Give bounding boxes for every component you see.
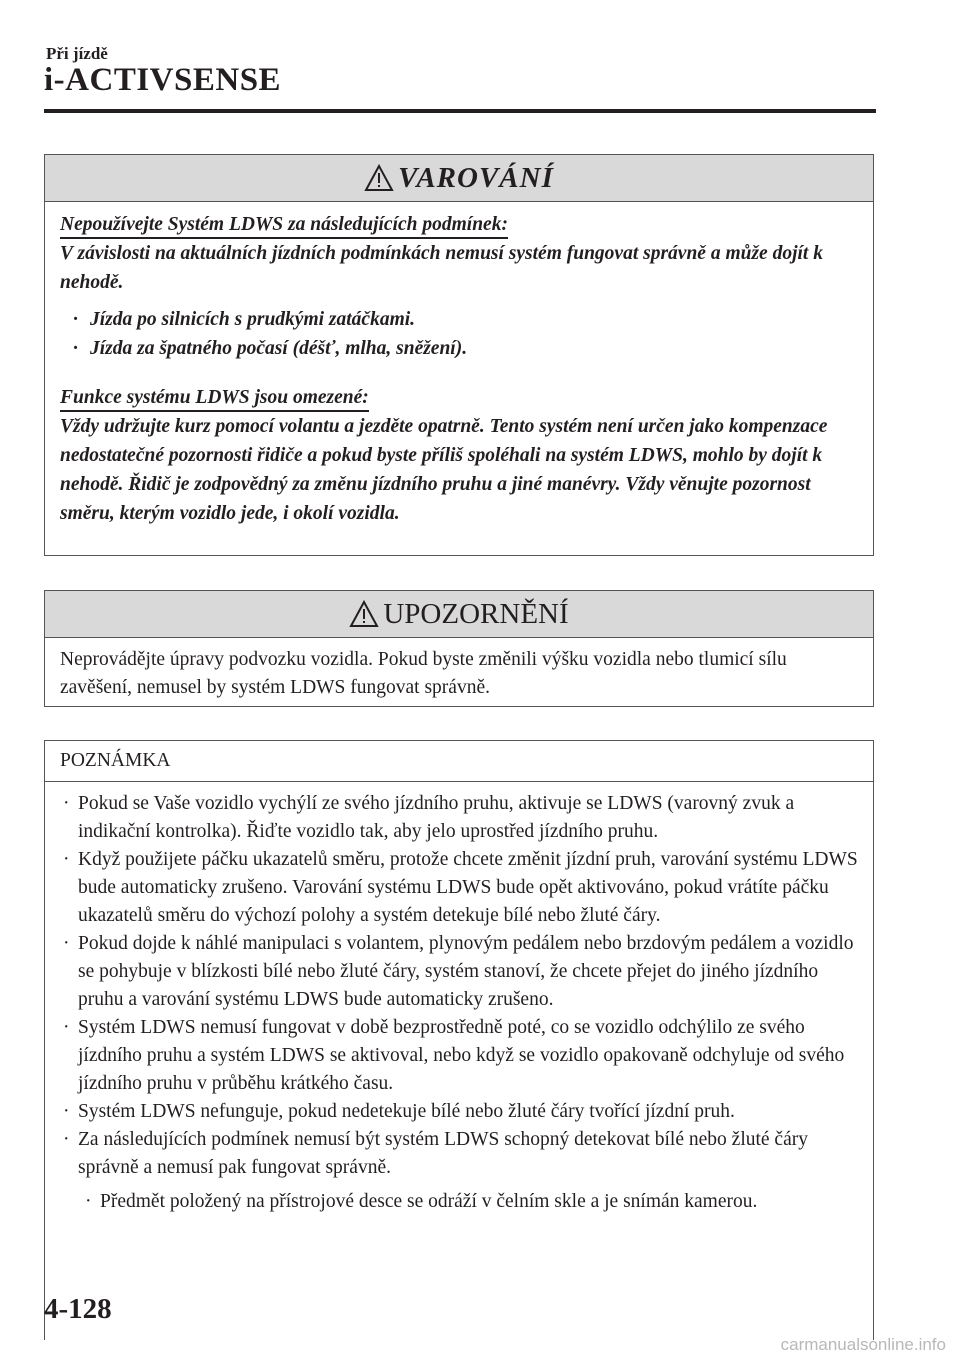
list-item: · Když použijete páčku ukazatelů směru, protože chcete změnit jízdní pruh, varování systému LDWS bude automaticky zrušeno. Varování systému LDWS bude opět aktivováno, pokud vrátíte páčku ukazatelů směru do výchozí polohy a systém detekuje bílé nebo žluté čáry. xyxy=(45,846,861,930)
watermark: carmanualsonline.info xyxy=(780,1335,946,1354)
warning-condition-list xyxy=(60,305,859,363)
list-item: · Systém LDWS nemusí fungovat v době bezprostředně poté, co se vozidlo odchýlilo ze svého jízdního pruhu a systém LDWS se aktivoval, nebo když se vozidlo opakovaně odchyluje od svého jízdního pruhu v průběhu krátkého času. xyxy=(45,1014,861,1098)
warning-triangle-icon xyxy=(349,600,379,628)
page-number: 4-128 xyxy=(44,1293,112,1325)
section-label: Při jízdě xyxy=(46,44,108,63)
list-item: · Za následujících podmínek nemusí být systém LDWS schopný detekovat bílé nebo žluté čáry správně a nemusí pak fungovat správně. xyxy=(45,1126,861,1182)
note-title: POZNÁMKA xyxy=(45,741,873,782)
caution-title: UPOZORNĚNÍ xyxy=(383,597,569,630)
header-rule xyxy=(44,109,876,113)
list-item: · Jízda po silnicích s prudkými zatáčkami. xyxy=(60,305,859,334)
warning-heading-conditions: Nepoužívejte Systém LDWS za následujících podmínek: xyxy=(60,212,508,239)
caution-text: Neprovádějte úpravy podvozku vozidla. Pokud byste změnili výšku vozidla nebo tlumicí sílu zavěšení, nemusel by systém LDWS fungovat správně. xyxy=(60,649,787,698)
warning-text-conditions: V závislosti na aktuálních jízdních podmínkách nemusí systém fungovat správně a může dojít k nehodě. xyxy=(60,243,823,293)
caution-header xyxy=(45,591,873,638)
list-item: · Jízda za špatného počasí (déšť, mlha, sněžení). xyxy=(60,334,859,363)
warning-header xyxy=(45,155,873,202)
note-box xyxy=(44,740,874,1340)
note-sublist xyxy=(45,1188,873,1216)
warning-heading-limits: Funkce systému LDWS jsou omezené: xyxy=(60,385,369,412)
warning-triangle-icon xyxy=(364,164,394,192)
warning-content xyxy=(45,202,873,528)
note-list xyxy=(45,790,873,1182)
list-subitem: · Předmět položený na přístrojové desce se odráží v čelním skle a je snímán kamerou. xyxy=(45,1188,861,1216)
list-item: · Pokud dojde k náhlé manipulaci s volantem, plynovým pedálem nebo brzdovým pedálem a vozidlo se pohybuje v blízkosti bílé nebo žluté čáry, systém stanoví, že chcete přejet do jiného jízdního pruhu a varování systému LDWS bude automaticky zrušeno. xyxy=(45,930,861,1014)
chapter-title: i-ACTIVSENSE xyxy=(44,62,282,98)
warning-box xyxy=(44,154,874,556)
warning-title: VAROVÁNÍ xyxy=(398,161,554,194)
warning-text-limits: Vždy udržujte kurz pomocí volantu a jezděte opatrně. Tento systém není určen jako kompenzace nedostatečné pozornosti řidiče a pokud byste příliš spoléhali na systém LDWS, mohlo by dojít k nehodě. Řidič je zodpovědný za změnu jízdního pruhu a jiné manévry. Vždy věnujte pozornost směru, kterým vozidlo jede, i okolí vozidla. xyxy=(60,416,828,524)
list-item: · Pokud se Vaše vozidlo vychýlí ze svého jízdního pruhu, aktivuje se LDWS (varovný zvuk a indikační kontrolka). Řiďte vozidlo tak, aby jelo uprostřed jízdního pruhu. xyxy=(45,790,861,846)
caution-box xyxy=(44,590,874,707)
list-item: · Systém LDWS nefunguje, pokud nedetekuje bílé nebo žluté čáry tvořící jízdní pruh. xyxy=(45,1098,861,1126)
